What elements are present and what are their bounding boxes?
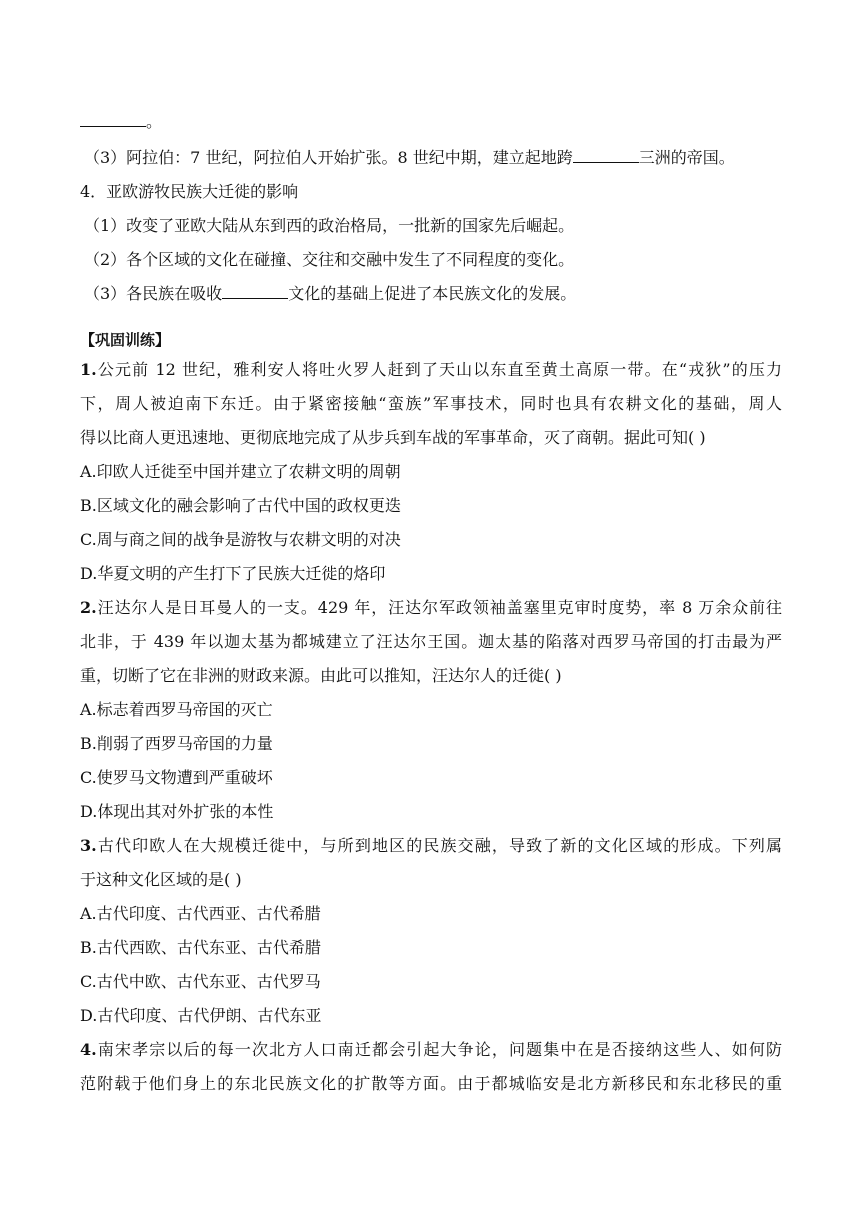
question-1-line — [80, 360, 782, 380]
question-text: 汪达尔人是日耳曼人的一支。429 年，汪达尔军政领袖盖塞里克审时度势，率 8 万余众前往 — [96, 598, 782, 617]
question-3-line — [80, 836, 782, 856]
option-c: C.古代中欧、古代东亚、古代罗马 — [80, 972, 321, 991]
question-2-line: 北非，于 439 年以迦太基为都城建立了汪达尔王国。迦太基的陷落对西罗马帝国的打击最为严 — [80, 632, 782, 651]
option-c: C.使罗马文物遭到严重破坏 — [80, 768, 273, 787]
question-number: 3. — [80, 836, 97, 855]
question-2-line: 重，切断了它在非洲的财政来源。由此可以推知，汪达尔人的迁徙( ) — [80, 666, 562, 685]
option-a: A.古代印度、古代西亚、古代希腊 — [80, 904, 321, 923]
question-text: 南宋孝宗以后的每一次北方人口南迁都会引起大争论，问题集中在是否接纳这些人、如何防 — [96, 1040, 782, 1059]
option-a: A.标志着西罗马帝国的灭亡 — [80, 700, 273, 719]
option-a: A.印欧人迁徙至中国并建立了农耕文明的周朝 — [80, 462, 401, 481]
question-text: 公元前 12 世纪，雅利安人将吐火罗人赶到了天山以东直至黄土高原一带。在“戎狄”的压力 — [96, 360, 782, 379]
question-1-line: 下，周人被迫南下东迁。由于紧密接触“蛮族”军事技术，同时也具有农耕文化的基础，周人 — [80, 394, 782, 413]
option-b: B.古代西欧、古代东亚、古代希腊 — [80, 938, 321, 957]
question-4-line — [80, 1040, 782, 1060]
question-4-line: 范附载于他们身上的东北民族文化的扩散等方面。由于都城临安是北方新移民和东北移民的重 — [80, 1074, 782, 1093]
text-line — [84, 284, 576, 304]
text-line — [84, 148, 735, 168]
fill-blank — [222, 284, 288, 299]
option-b: B.区域文化的融会影响了古代中国的政权更迭 — [80, 496, 401, 515]
text-line — [80, 112, 162, 132]
text-fragment: 三洲的帝国。 — [638, 148, 735, 167]
question-3-line: 于这种文化区域的是( ) — [80, 870, 242, 889]
text-line: （1）改变了亚欧大陆从东到西的政治格局，一批新的国家先后崛起。 — [84, 216, 575, 235]
question-number: 4. — [80, 1040, 97, 1059]
option-c: C.周与商之间的战争是游牧与农耕文明的对决 — [80, 530, 401, 549]
text-fragment: （3）阿拉伯：7 世纪，阿拉伯人开始扩张。8 世纪中期，建立起地跨 — [84, 148, 573, 167]
fill-blank — [573, 148, 639, 163]
option-b: B.削弱了西罗马帝国的力量 — [80, 734, 273, 753]
text-fragment: 。 — [146, 112, 163, 131]
text-fragment: 文化的基础上促进了本民族文化的发展。 — [288, 284, 577, 303]
section-title: 【巩固训练】 — [80, 331, 171, 349]
heading-4: 4．亚欧游牧民族大迁徙的影响 — [80, 182, 299, 201]
question-text: 古代印欧人在大规模迁徙中，与所到地区的民族交融，导致了新的文化区域的形成。下列属 — [96, 836, 782, 855]
text-line: （2）各个区域的文化在碰撞、交往和交融中发生了不同程度的变化。 — [84, 250, 575, 269]
option-d: D.体现出其对外扩张的本性 — [80, 802, 274, 821]
question-1-line: 得以比商人更迅速地、更彻底地完成了从步兵到车战的军事革命，灭了商朝。据此可知( ) — [80, 428, 706, 447]
text-fragment: （3）各民族在吸收 — [84, 284, 223, 303]
option-d: D.古代印度、古代伊朗、古代东亚 — [80, 1006, 322, 1025]
question-2-line — [80, 598, 782, 618]
fill-blank — [80, 112, 146, 127]
option-d: D.华夏文明的产生打下了民族大迁徙的烙印 — [80, 564, 386, 583]
question-number: 2. — [80, 598, 97, 617]
question-number: 1. — [80, 360, 97, 379]
